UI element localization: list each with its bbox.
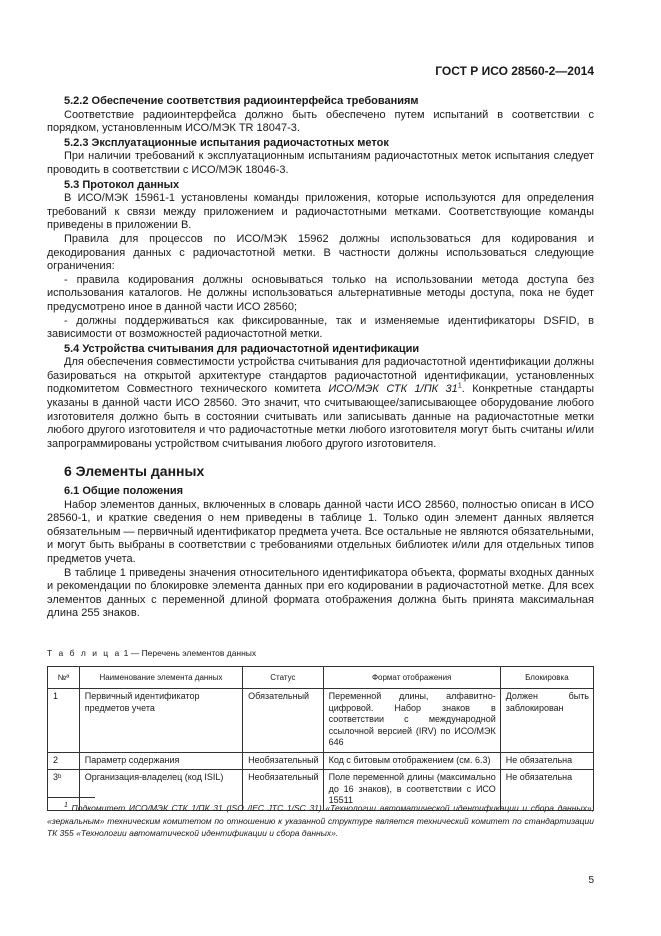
cell: Параметр содержания: [79, 752, 242, 770]
heading-5-2-3: 5.2.3 Эксплуатационные испытания радиочастотных меток: [64, 136, 389, 149]
list-item: - должны поддерживаться как фиксированные, так и изменяемые идентификаторы DSFID, в зависимости от возможностей радиочастотной метки.: [47, 314, 594, 341]
cell: Необязательный: [243, 770, 323, 811]
paragraph: Соответствие радиоинтерфейса должно быть обеспечено путем испытаний в соответствии с порядком, установленным ИСО/МЭК TR 18047-3.: [47, 108, 594, 135]
cell: Необязательный: [243, 752, 323, 770]
heading-6: 6 Элементы данных: [64, 463, 205, 480]
footnote-text: Подкомитет ИСО/МЭК СТК 1/ПК 31 (ISO /IEC JTC 1/SC 31) «Технологии автоматической идентификации и сбора данных»; «зеркальным» техническим комитетом по отношению к указанной структуре является технический комитет по стандартизации ТК 355 «Технологии автоматической идентификации и сбора данных».: [47, 803, 594, 838]
footnote: [47, 802, 594, 840]
header-cell: Формат отображения: [323, 666, 500, 689]
cell: Не обязательна: [500, 770, 593, 811]
heading-5-2-2: 5.2.2 Обеспечение соответствия радиоинтерфейса требованиям: [64, 95, 419, 107]
document-id-header: ГОСТ Р ИСО 28560-2—2014: [435, 64, 594, 78]
text: . Конкретные стандарты указаны в данной части ИСО 28560. Это значит, что считывающее/записывающее оборудование любого изготовителя должно быть в состоянии считывать или записывать данные на радиочастотные метки любого другого изготовителя и что радиочастотные метки любого изготовителя могут быть считаны и/или запрограммированы устройством считывания любого другого изготовителя.: [47, 383, 594, 450]
header-cell: Блокировка: [500, 666, 593, 689]
table-row: [48, 752, 594, 770]
cell: Обязательный: [243, 689, 323, 753]
cell: Не обязательна: [500, 752, 593, 770]
table-caption: [47, 647, 594, 661]
footnote-divider: [47, 797, 95, 798]
header-cell: №ª: [48, 666, 80, 689]
heading-5-3: 5.3 Протокол данных: [64, 178, 180, 191]
cell: 2: [48, 752, 80, 770]
page-body: [47, 94, 594, 811]
data-elements-table: [47, 666, 594, 811]
cell: Первичный идентификатор предметов учета: [79, 689, 242, 753]
caption-text: 1 — Перечень элементов данных: [121, 647, 257, 658]
cell: Организация-владелец (код ISIL): [79, 770, 242, 811]
cell: Переменной длины, алфавитно-цифровой. Набор знаков в соответствии с международной ссылочной версией (IRV) по ИСО/МЭК 646: [323, 689, 500, 753]
table-header-row: [48, 666, 594, 689]
footnote-mark: 1: [64, 802, 68, 810]
text: Для обеспечения совместимости устройства считывания для радиочастотной идентификации должны базироваться на открытой архитектуре стандартов радиочастотной идентификации, установленных подкомитетом Совместного технического комитета: [47, 356, 594, 396]
list-item: - правила кодирования должны основываться только на использовании метода доступа без использования каталогов. Не должны использоваться альтернативные методы доступа, пока не будет предусмотрено иное в данной части ИСО 28560;: [47, 273, 594, 313]
header-cell: Наименование элемента данных: [79, 666, 242, 689]
heading-5-4: 5.4 Устройства считывания для радиочастотной идентификации: [64, 342, 420, 355]
cell: Должен быть заблокирован: [500, 689, 593, 753]
paragraph: В ИСО/МЭК 15961-1 установлены команды приложения, которые используются для определения требований к связи между приложением и радиочастотными метками. Соответствующие команды приведены в приложении В.: [47, 192, 594, 232]
heading-6-1: 6.1 Общие положения: [64, 485, 184, 498]
page-number: 5: [588, 875, 594, 886]
footnote-ref[interactable]: 1: [457, 382, 462, 390]
cell: Поле переменной длины (максимально до 16 знаков), в соответствии с ИСО 15511: [323, 770, 500, 811]
paragraph: Правила для процессов по ИСО/МЭК 15962 должны использоваться для кодирования и декодирования данных с радиочастотной метки. В частности должны использоваться следующие ограничения:: [47, 232, 594, 273]
paragraph: При наличии требований к эксплуатационным испытаниям радиочастотных меток испытания следует проводить в соответствии с ИСО/МЭК 18046-3.: [47, 150, 594, 176]
cell: Код с битовым отображением (см. 6.3): [323, 752, 500, 770]
paragraph: В таблице 1 приведены значения относительного идентификатора объекта, форматы входных данных и рекомендации по блокировке элемента данных при его кодировании в радиочастотной метке. Для всех элементов данных с переменной длиной формата отображения должна быть принята максимальная длина 255 знаков.: [47, 566, 594, 620]
cell: 3ᵇ: [48, 770, 80, 811]
paragraph: Набор элементов данных, включенных в словарь данной части ИСО 28560, полностью описан в ИСО 28560-1, и краткие сведения о нем приведены в таблице 1. Только один элемент данных является обязательным — первичный идентификатор предмета учета. Все остальные не являются обязательными, и могут быть выбраны в соответствии с требованиями отдельных библиотек и/или для отдельных типов предметов учета.: [47, 498, 594, 565]
header-cell: Статус: [243, 666, 323, 689]
table-row: [48, 689, 594, 753]
caption-label: Т а б л и ц а: [47, 647, 122, 658]
cell: 1: [48, 689, 80, 753]
committee-name: ИСО/МЭК СТК 1/ПК 31: [328, 383, 458, 396]
paragraph: [47, 356, 594, 451]
